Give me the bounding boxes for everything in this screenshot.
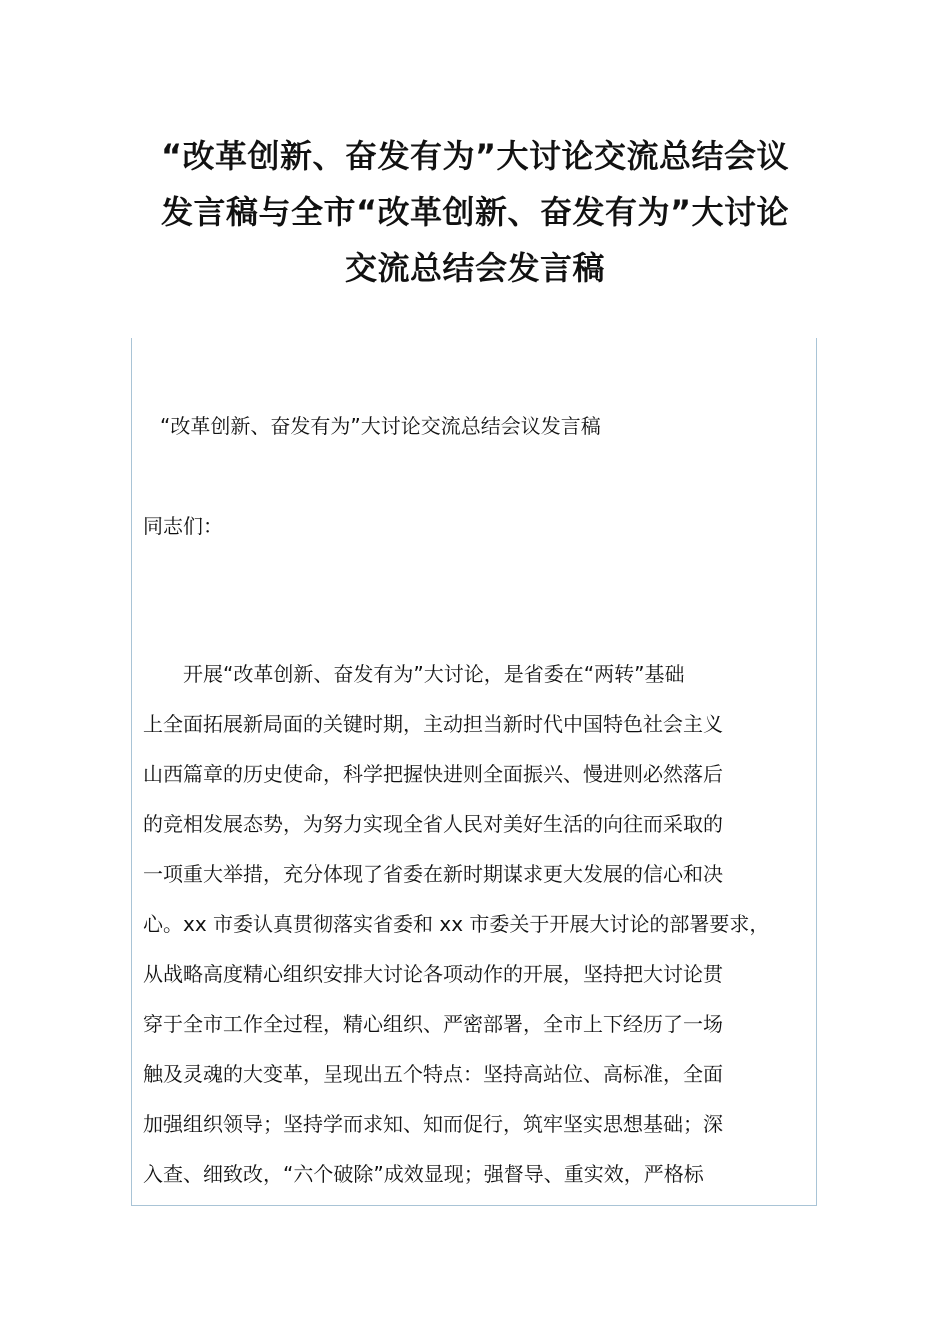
paragraph-line: 触及灵魂的大变革，呈现出五个特点：坚持高站位、高标准，全面	[143, 1062, 723, 1086]
speech-subtitle: “改革创新、奋发有为”大讨论交流总结会议发言稿	[160, 414, 601, 438]
title-line-1: “改革创新、奋发有为”大讨论交流总结会议	[160, 137, 790, 175]
document-title	[100, 128, 850, 296]
paragraph-line: 山西篇章的历史使命，科学把握快进则全面振兴、慢进则必然落后	[143, 762, 723, 786]
paragraph-line: 入查、细致改，“六个破除”成效显现；强督导、重实效，严格标	[143, 1162, 704, 1186]
body-paragraph	[143, 656, 815, 1206]
paragraph-line: 从战略高度精心组织安排大讨论各项动作的开展，坚持把大讨论贯	[143, 962, 723, 986]
greeting: 同志们：	[143, 514, 223, 538]
paragraph-line: 开展“改革创新、奋发有为”大讨论，是省委在“两转”基础	[143, 662, 685, 686]
paragraph-line: 心。xx 市委认真贯彻落实省委和 xx 市委关于开展大讨论的部署要求，	[143, 912, 770, 936]
paragraph-line: 上全面拓展新局面的关键时期，主动担当新时代中国特色社会主义	[143, 712, 723, 736]
paragraph-line: 一项重大举措，充分体现了省委在新时期谋求更大发展的信心和决	[143, 862, 723, 886]
title-line-3: 交流总结会发言稿	[344, 249, 605, 287]
paragraph-line: 加强组织领导；坚持学而求知、知而促行，筑牢坚实思想基础；深	[143, 1112, 723, 1136]
paragraph-line: 的竞相发展态势，为努力实现全省人民对美好生活的向往而采取的	[143, 812, 723, 836]
title-line-2: 发言稿与全市“改革创新、奋发有为”大讨论	[160, 193, 790, 231]
paragraph-line: 穿于全市工作全过程，精心组织、严密部署，全市上下经历了一场	[143, 1012, 723, 1036]
